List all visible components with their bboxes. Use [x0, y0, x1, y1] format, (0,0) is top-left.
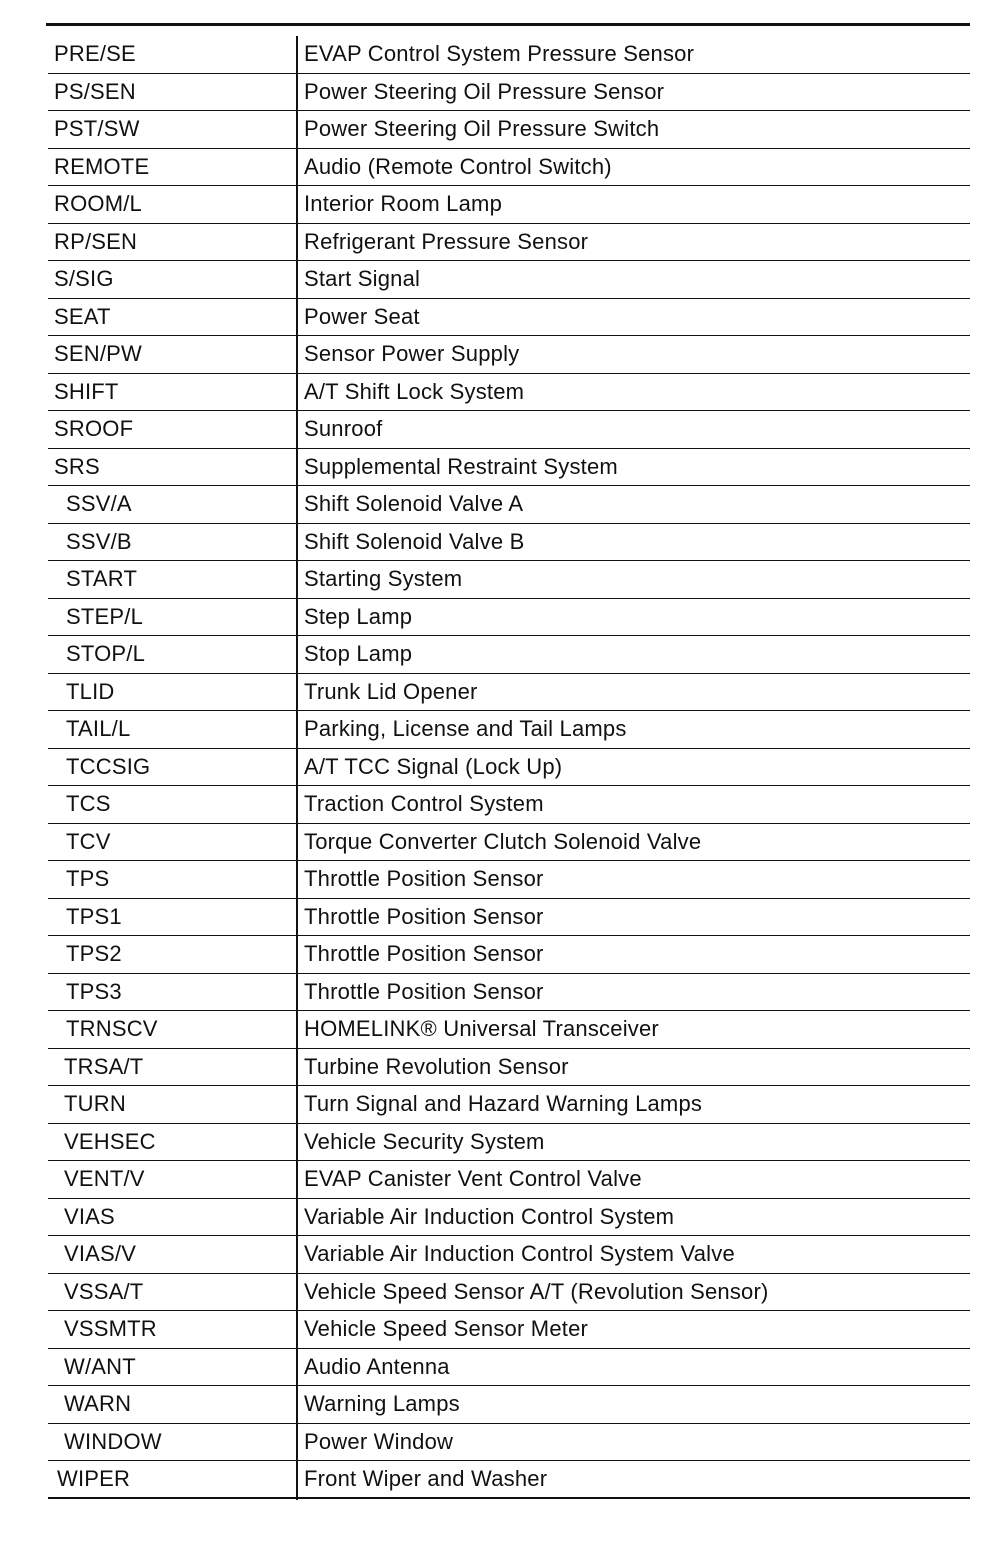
abbreviation-description: Audio Antenna	[304, 1353, 450, 1379]
abbreviation-code: TRNSCV	[66, 1016, 158, 1041]
table-row	[48, 786, 970, 824]
abbreviation-description: Variable Air Induction Control System	[304, 1203, 675, 1229]
table-row	[48, 111, 970, 149]
abbreviation-description: EVAP Canister Vent Control Valve	[304, 1166, 642, 1191]
abbreviation-code: TCS	[66, 791, 111, 816]
table-row	[48, 599, 970, 637]
abbreviation-code: STOP/L	[66, 641, 146, 666]
abbreviation-description: Supplemental Restraint System	[304, 453, 618, 479]
abbreviation-description: Power Steering Oil Pressure Switch	[304, 116, 660, 141]
table-row	[48, 1161, 970, 1199]
abbreviation-table	[48, 36, 970, 1499]
table-row	[48, 1424, 970, 1462]
abbreviation-code: WARN	[64, 1391, 132, 1416]
abbreviation-description: Vehicle Speed Sensor Meter	[304, 1316, 589, 1341]
table-row	[48, 974, 970, 1012]
table-row	[48, 411, 970, 449]
abbreviation-description: Start Signal	[304, 266, 421, 291]
abbreviation-description: Sunroof	[304, 416, 383, 441]
table-row	[48, 36, 970, 74]
abbreviation-code: TURN	[64, 1091, 126, 1116]
table-row	[48, 74, 970, 112]
abbreviation-code: RP/SEN	[54, 228, 138, 254]
table-row	[48, 936, 970, 974]
table-row	[48, 636, 970, 674]
abbreviation-code: VSSMTR	[64, 1316, 157, 1341]
abbreviation-code: PRE/SE	[54, 41, 136, 66]
abbreviation-code: STEP/L	[66, 603, 144, 629]
abbreviation-code: REMOTE	[54, 153, 150, 179]
abbreviation-description: Warning Lamps	[304, 1391, 460, 1416]
table-row	[48, 486, 970, 524]
abbreviation-code: ROOM/L	[54, 191, 142, 216]
table-row	[48, 1386, 970, 1424]
abbreviation-code: VEHSEC	[64, 1128, 156, 1154]
column-divider	[296, 36, 298, 1500]
abbreviation-code: TPS3	[66, 978, 122, 1004]
table-row	[48, 1086, 970, 1124]
abbreviation-code: SSV/A	[66, 491, 132, 516]
table-row	[48, 899, 970, 937]
table-row	[48, 861, 970, 899]
abbreviation-description: A/T TCC Signal (Lock Up)	[304, 753, 563, 779]
abbreviation-code: TPS1	[66, 903, 122, 929]
table-row	[48, 1049, 970, 1087]
abbreviation-code: TLID	[66, 678, 115, 704]
abbreviation-description: Power Seat	[304, 303, 420, 329]
abbreviation-code: SHIFT	[54, 378, 119, 404]
table-row	[48, 1311, 970, 1349]
table-row	[48, 1236, 970, 1274]
abbreviation-description: Front Wiper and Washer	[304, 1466, 548, 1491]
abbreviation-description: Trunk Lid Opener	[304, 678, 478, 704]
abbreviation-description: Stop Lamp	[304, 641, 413, 666]
abbreviation-description: Vehicle Speed Sensor A/T (Revolution Sensor)	[304, 1278, 769, 1304]
abbreviation-code: SEN/PW	[54, 341, 142, 366]
table-row	[48, 524, 970, 562]
abbreviation-description: Turbine Revolution Sensor	[304, 1053, 569, 1079]
abbreviation-code: TCV	[66, 828, 111, 854]
table-row	[48, 561, 970, 599]
table-row	[48, 299, 970, 337]
abbreviation-description: Audio (Remote Control Switch)	[304, 153, 612, 179]
abbreviation-code: WINDOW	[64, 1428, 162, 1454]
table-row	[48, 1461, 970, 1499]
abbreviation-code: SEAT	[54, 303, 111, 329]
abbreviation-code: VENT/V	[64, 1166, 145, 1191]
table-row	[48, 224, 970, 262]
abbreviation-code: SSV/B	[66, 528, 132, 554]
abbreviation-description: Interior Room Lamp	[304, 191, 503, 216]
table-row	[48, 1349, 970, 1387]
abbreviation-description: Throttle Position Sensor	[304, 978, 544, 1004]
abbreviation-code: TPS	[66, 866, 110, 891]
table-row	[48, 674, 970, 712]
abbreviation-description: Sensor Power Supply	[304, 341, 520, 366]
abbreviation-description: Parking, License and Tail Lamps	[304, 716, 627, 741]
abbreviation-code: S/SIG	[54, 266, 114, 291]
table-row	[48, 336, 970, 374]
abbreviation-description: Turn Signal and Hazard Warning Lamps	[304, 1091, 703, 1116]
abbreviation-code: TRSA/T	[64, 1053, 144, 1079]
abbreviation-code: PS/SEN	[54, 78, 136, 104]
abbreviation-description: Step Lamp	[304, 603, 413, 629]
table-row	[48, 711, 970, 749]
abbreviation-description: Variable Air Induction Control System Valve	[304, 1241, 735, 1266]
abbreviation-description: Torque Converter Clutch Solenoid Valve	[304, 828, 702, 854]
abbreviation-description: Refrigerant Pressure Sensor	[304, 228, 589, 254]
abbreviation-description: Power Window	[304, 1428, 454, 1454]
table-row	[48, 1199, 970, 1237]
table-row	[48, 449, 970, 487]
abbreviation-code: SRS	[54, 453, 100, 479]
table-row	[48, 1274, 970, 1312]
abbreviation-code: VIAS/V	[64, 1241, 137, 1266]
abbreviation-description: Shift Solenoid Valve A	[304, 491, 524, 516]
abbreviation-code: VIAS	[64, 1203, 115, 1229]
abbreviation-description: Vehicle Security System	[304, 1128, 545, 1154]
table-row	[48, 374, 970, 412]
abbreviation-description: Traction Control System	[304, 791, 544, 816]
top-rule	[46, 23, 970, 26]
abbreviation-code: WIPER	[57, 1466, 131, 1491]
abbreviation-description: A/T Shift Lock System	[304, 378, 525, 404]
table-row	[48, 824, 970, 862]
table-row	[48, 186, 970, 224]
abbreviation-description: Throttle Position Sensor	[304, 903, 544, 929]
abbreviation-description: HOMELINK® Universal Transceiver	[304, 1016, 659, 1041]
abbreviation-code: START	[66, 566, 138, 591]
table-row	[48, 261, 970, 299]
abbreviation-description: Starting System	[304, 566, 463, 591]
abbreviation-description: Shift Solenoid Valve B	[304, 528, 525, 554]
abbreviation-code: TAIL/L	[66, 716, 131, 741]
abbreviation-code: TCCSIG	[66, 753, 151, 779]
abbreviation-description: Throttle Position Sensor	[304, 941, 544, 966]
table-row	[48, 1011, 970, 1049]
abbreviation-description: Throttle Position Sensor	[304, 866, 544, 891]
table-row	[48, 749, 970, 787]
abbreviation-code: VSSA/T	[64, 1278, 144, 1304]
table-row	[48, 149, 970, 187]
abbreviation-code: SROOF	[54, 416, 134, 441]
abbreviation-description: EVAP Control System Pressure Sensor	[304, 41, 695, 66]
abbreviation-code: W/ANT	[64, 1353, 136, 1379]
table-row	[48, 1124, 970, 1162]
abbreviation-code: PST/SW	[54, 116, 140, 141]
abbreviation-description: Power Steering Oil Pressure Sensor	[304, 78, 665, 104]
abbreviation-code: TPS2	[66, 941, 122, 966]
